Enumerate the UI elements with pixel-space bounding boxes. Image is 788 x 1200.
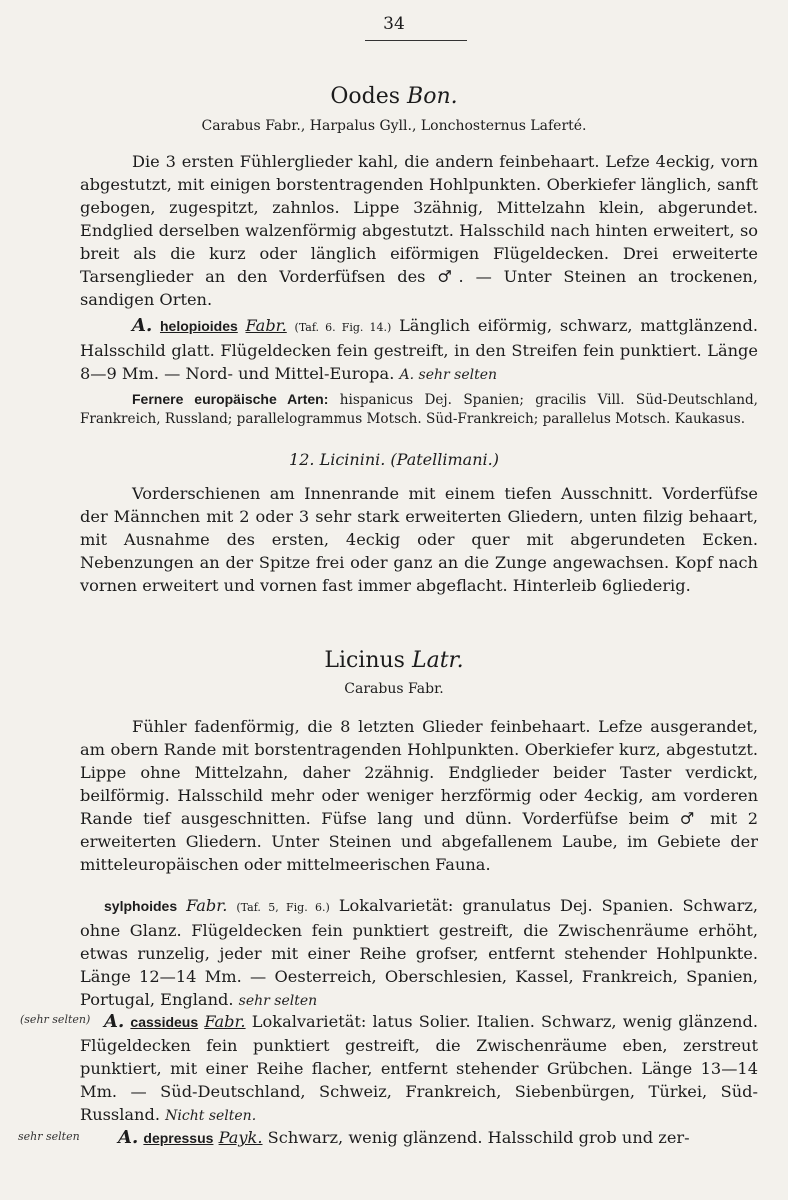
species-description: Lokalvarietät: latus Solier. Italien. Schwarz, wenig glänzend. Flügeldecken fein punktiert gestreift, die Zwischenräume eben, zerstreut punktiert, mit einer Reihe flacher, entfernt stehender Grübchen. Länge 13—14 Mm. — Süd-Deutschland, Schweiz, Frankreich, Siebenbürgen, Türkei, Süd-Russland. [80,1012,758,1124]
genus-name: Oodes [330,84,401,109]
genus-author: Latr. [411,648,464,673]
margin-note-depressus: sehr selten [18,1130,80,1143]
species-name: sylphoides [104,898,178,914]
genus-title-oodes [0,84,788,109]
figure-reference: (Taf. 5, Fig. 6.) [236,901,330,914]
handwritten-mark: A. [132,315,153,336]
handwritten-note: Nicht selten. [165,1108,257,1124]
species-entry-sylphoides [80,894,758,1013]
species-description: Lokalvarietät: granulatus Dej. Spanien. Schwarz, ohne Glanz. Flügeldecken fein punktiert gestreift, die Zwischenräume erhöht, etwas runzelig, jeder mit einer Reihe grofser, entfernt stehender Hohlpunkte. Länge 12—14 Mm. — Oesterreich, Oberschlesien, Kassel, Frankreich, Spanien, Portugal, England. [80,896,758,1009]
species-author: Fabr. [245,316,287,335]
margin-note-cassideus: (sehr selten) [20,1013,91,1026]
species-description: Länglich eiförmig, schwarz, mattglänzend. Halsschild glatt. Flügeldecken fein gestreift, in den Streifen fein punktiert. Länge 8—9 Mm. — Nord- und Mittel-Europa. [80,316,758,383]
genus-synonyms-oodes: Carabus Fabr., Harpalus Gyll., Lonchosternus Laferté. [201,118,587,134]
further-species-text: hispanicus Dej. Spanien; gracilis Vill. Süd-Deutschland, Frankreich, Russland; parallelogrammus Motsch. Süd-Frankreich; parallelus Motsch. Kaukasus. [80,392,758,427]
species-name: cassideus [130,1014,199,1030]
genus-description-licinus: Fühler fadenförmig, die 8 letzten Glieder feinbehaart. Lefze ausgerandet, am obern Rande mit borstentragenden Hohlpunkten. Oberkiefer kurz, abgestutzt. Lippe ohne Mittelzahn, daher 2zähnig. Endglieder beider Taster verdickt, beilförmig. Halsschild mehr oder weniger herzförmig oder 4eckig, am vorderen Rande tief ausgeschnitten. Füfse lang und dünn. Vorderfüfse beim ♂ mit 2 erweiterten Gliedern. Unter Steinen und abgefallenem Laube, im Gebiete der mitteleuropäischen oder mittelmeerischen Fauna. [80,717,758,874]
handwritten-note: A. sehr selten [399,367,498,383]
genus-author: Bon. [407,84,458,109]
genus-synonyms-licinus: Carabus Fabr. [344,681,444,697]
species-name: depressus [143,1130,214,1146]
handwritten-mark: A. [104,1011,125,1032]
page-number: 34 [383,14,405,34]
handwritten-mark: A. [118,1127,139,1148]
species-entry-cassideus [80,1010,758,1128]
page-number-rule [365,40,467,41]
genus-name: Licinus [324,648,405,673]
further-species [80,390,758,429]
genus-title-licinus [0,648,788,673]
species-name: helopioides [159,318,238,334]
species-author: Fabr. [186,896,228,915]
species-entry-depressus [118,1126,758,1150]
species-description: Schwarz, wenig glänzend. Halsschild grob und zer- [267,1128,690,1147]
species-author: Fabr. [204,1012,246,1031]
handwritten-note: sehr selten [238,993,318,1009]
genus-description-oodes: Die 3 ersten Fühlerglieder kahl, die andern feinbehaart. Lefze 4eckig, vorn abgestutzt, mit einigen borstentragenden Hohlpunkten. Oberkiefer länglich, sanft gebogen, zugespitzt, zahnlos. Lippe 3zähnig, Mittelzahn klein, abgerundet. Endglied derselben walzenförmig abgestutzt. Halsschild nach hinten erweitert, so breit als die kurz oder länglich eiförmigen Flügeldecken. Drei erweiterte Tarsenglieder an den Vorderfüfsen des ♂. — Unter Steinen an trockenen, sandigen Orten. [80,152,758,309]
further-species-label: Fernere europäische Arten: [132,391,329,407]
figure-reference: (Taf. 6. Fig. 14.) [294,321,392,334]
species-author: Payk. [218,1128,263,1147]
tribe-description: Vorderschienen am Innenrande mit einem tiefen Ausschnitt. Vorderfüfse der Männchen mit 2 oder 3 sehr stark erweiterten Gliedern, unten filzig behaart, mit Ausnahme des ersten, 4eckig oder quer mit abgerundeten Ecken. Nebenzungen an der Spitze frei oder ganz an die Zunge angewachsen. Kopf nach vornen erweitert und vornen fast immer abgeflacht. Hinterleib 6gliederig. [80,484,758,595]
species-entry-helopioides [80,314,758,387]
tribe-heading: 12. Licinini. (Patellimani.) [289,450,499,469]
